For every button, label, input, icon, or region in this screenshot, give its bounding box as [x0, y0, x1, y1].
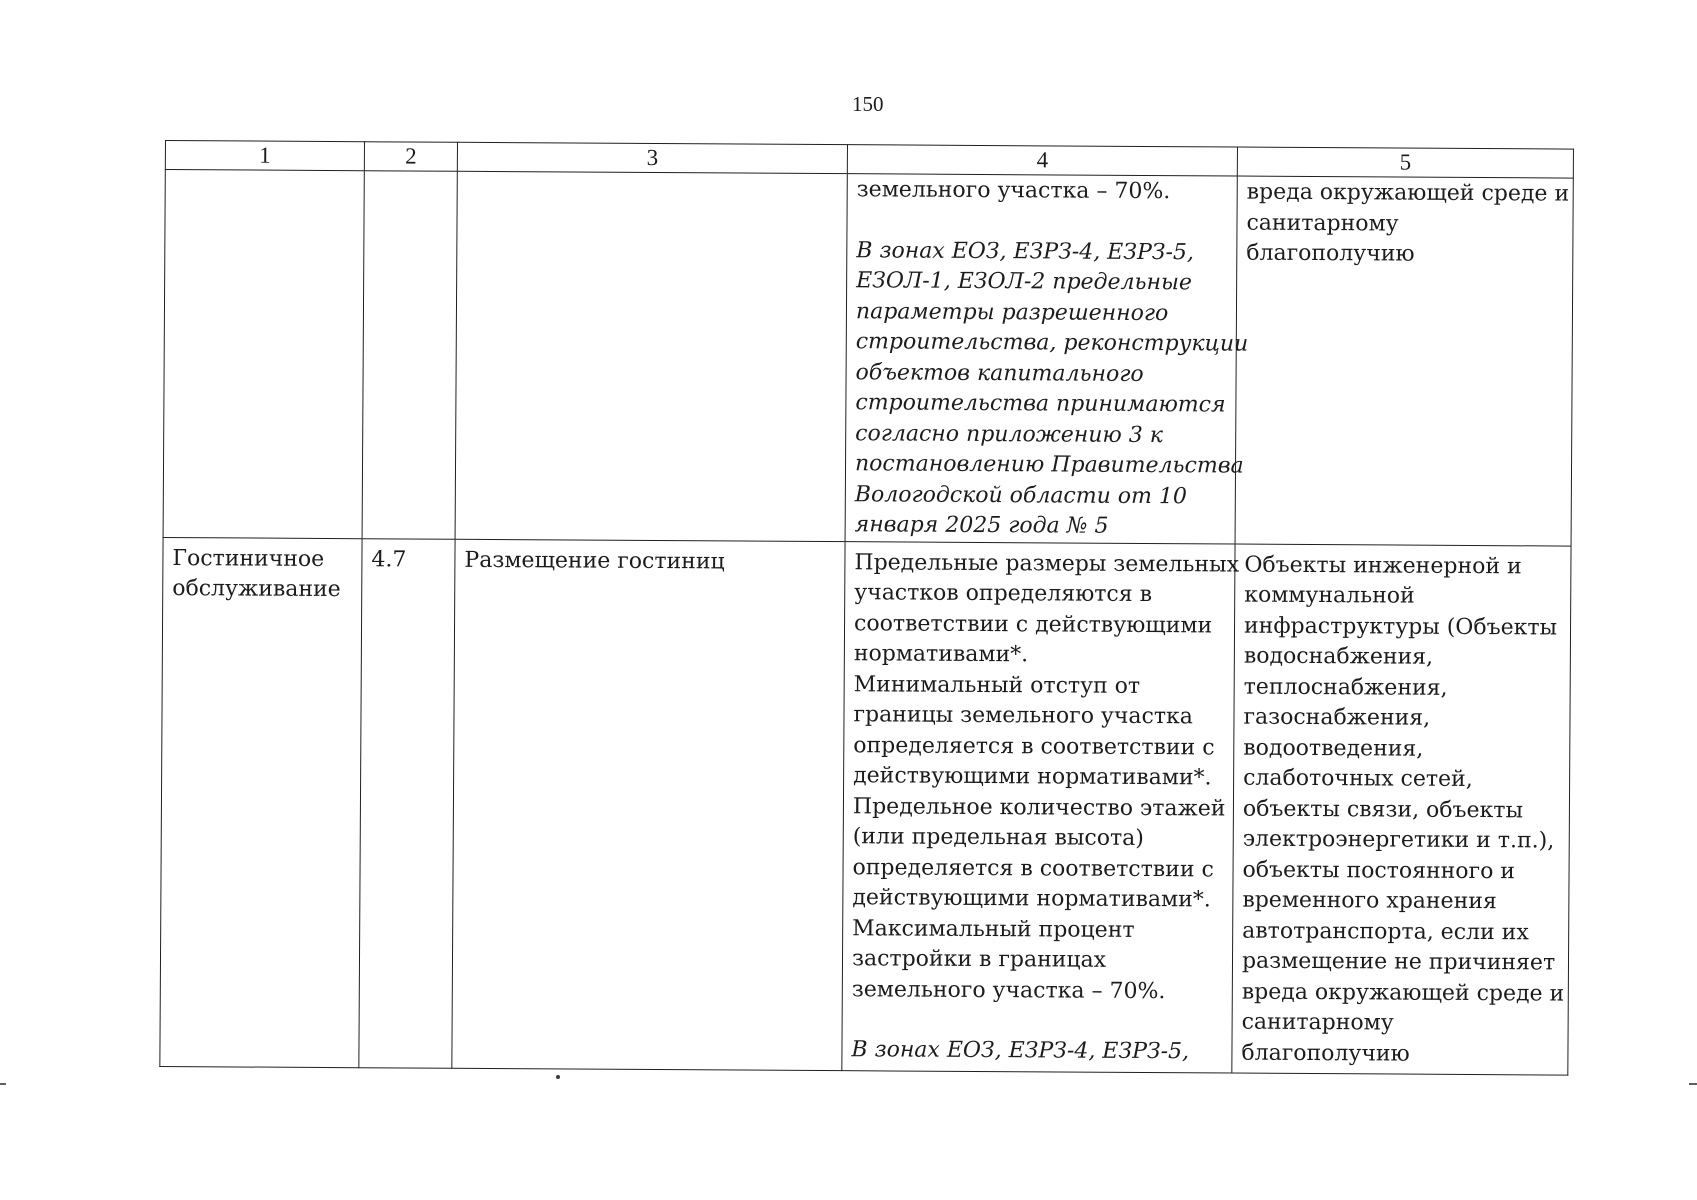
- row1-col4-italic-line: строительства принимаются: [855, 390, 1226, 418]
- row2-col4-line: застройки в границах: [851, 946, 1107, 973]
- row2-col1-line: обслуживание: [172, 576, 341, 603]
- row2-col5-line: водоотведения,: [1243, 735, 1424, 762]
- row2-col4-line: Минимальный отступ от: [853, 671, 1141, 699]
- row1-col4-italic-line: января 2025 года № 5: [854, 512, 1109, 539]
- row2-col5-line: теплоснабжения,: [1243, 674, 1448, 701]
- row2-col4-line: действующими нормативами*.: [852, 885, 1211, 913]
- row1-col4-italic-line: объектов капитального: [855, 359, 1144, 387]
- row2-col5-line: объекты постоянного и: [1242, 857, 1516, 884]
- table-row: [163, 170, 1573, 546]
- row2-col5-line: газоснабжения,: [1243, 704, 1431, 731]
- row1-col4-italic-line: согласно приложению 3 к: [855, 420, 1164, 448]
- row2-col4-italic-line: В зонах ЕОЗ, ЕЗРЗ-4, ЕЗРЗ-5,: [851, 1037, 1190, 1065]
- scan-edge-mark: [1689, 1083, 1697, 1085]
- scan-edge-mark: [0, 1083, 6, 1085]
- land-use-table: [159, 140, 1574, 1076]
- page-number: 150: [852, 92, 884, 116]
- row2-col5-line: Объекты инженерной и: [1244, 552, 1522, 579]
- row2-col4-line: Предельное количество этажей: [852, 793, 1226, 821]
- scan-speck: [556, 1075, 560, 1079]
- row2-col5-line: размещение не причиняет: [1241, 948, 1556, 976]
- header-col-3: 3: [457, 142, 847, 173]
- row2-col5-line: санитарному: [1241, 1009, 1394, 1036]
- row1-col4-italic-line: параметры разрешенного: [855, 298, 1169, 326]
- row2-col4-line: границы земельного участка: [853, 702, 1194, 730]
- row2-col1-land-use-type: [160, 537, 362, 1068]
- row2-col5-line: вреда окружающей среде и: [1241, 979, 1565, 1007]
- row2-col5-line: электроэнергетики и т.п.),: [1242, 826, 1555, 854]
- row2-col4-parameters: [842, 541, 1240, 1073]
- row2-col3-description: Размещение гостиниц: [452, 539, 845, 1071]
- row2-col4-line: определяется в соответствии с: [852, 854, 1214, 882]
- row2-col5-line: благополучию: [1241, 1040, 1410, 1067]
- row1-col4-parameters: [845, 174, 1249, 544]
- row2-col4-line: (или предельная высота): [852, 824, 1144, 851]
- table-row: [160, 537, 1571, 1075]
- header-col-1: 1: [165, 141, 364, 171]
- row1-col4-italic-line: строительства, реконструкции: [855, 329, 1249, 357]
- row2-col4-line: действующими нормативами*.: [853, 763, 1212, 791]
- row1-col5-line: вреда окружающей среде и: [1246, 179, 1570, 207]
- row1-col4-line: земельного участка – 70%.: [856, 177, 1171, 205]
- row1-col5-line: санитарному: [1246, 210, 1399, 237]
- row1-col4-italic-line: ЕЗОЛ-1, ЕЗОЛ-2 предельные: [856, 268, 1193, 296]
- row2-col4-line: нормативами*.: [853, 641, 1029, 668]
- row1-col5-notes: [1235, 176, 1573, 546]
- row2-col5-line: инфраструктуры (Объекты: [1243, 613, 1558, 641]
- row1-col5-line: благополучию: [1246, 240, 1415, 267]
- row2-col5-line: коммунальной: [1244, 582, 1415, 609]
- row1-col4-italic-line: постановлению Правительства: [854, 451, 1244, 479]
- row2-col5-line: водоснабжения,: [1243, 643, 1434, 670]
- header-col-5: 5: [1237, 147, 1573, 178]
- row2-col5-line: слаботочных сетей,: [1243, 765, 1473, 793]
- row1-col3: [455, 171, 847, 541]
- header-col-4: 4: [847, 145, 1237, 176]
- row2-col4-line: участков определяются в: [854, 580, 1153, 608]
- row2-col1-line: Гостиничное: [172, 545, 325, 572]
- row2-col4-line: Предельные размеры земельных: [854, 549, 1240, 578]
- row2-col4-line: соответствии с действующими: [853, 610, 1213, 638]
- row2-col4-line: Максимальный процент: [852, 915, 1135, 943]
- row2-col5-line: объекты связи, объекты: [1242, 796, 1524, 823]
- row1-col4-italic-line: В зонах ЕОЗ, ЕЗРЗ-4, ЕЗРЗ-5,: [856, 237, 1195, 265]
- row2-col2-code: 4.7: [359, 538, 455, 1068]
- row2-col5-line: автотранспорта, если их: [1242, 918, 1529, 945]
- row1-col2: [362, 171, 457, 539]
- row2-col5-line: временного хранения: [1242, 887, 1497, 915]
- row2-col4-line: земельного участка – 70%.: [851, 976, 1166, 1004]
- row1-col1: [163, 170, 364, 539]
- header-col-2: 2: [364, 142, 457, 172]
- row2-col5-notes: [1232, 544, 1571, 1076]
- row2-col4-line: определяется в соответствии с: [853, 732, 1215, 760]
- row1-col4-italic-line: Вологодской области от 10: [854, 481, 1187, 509]
